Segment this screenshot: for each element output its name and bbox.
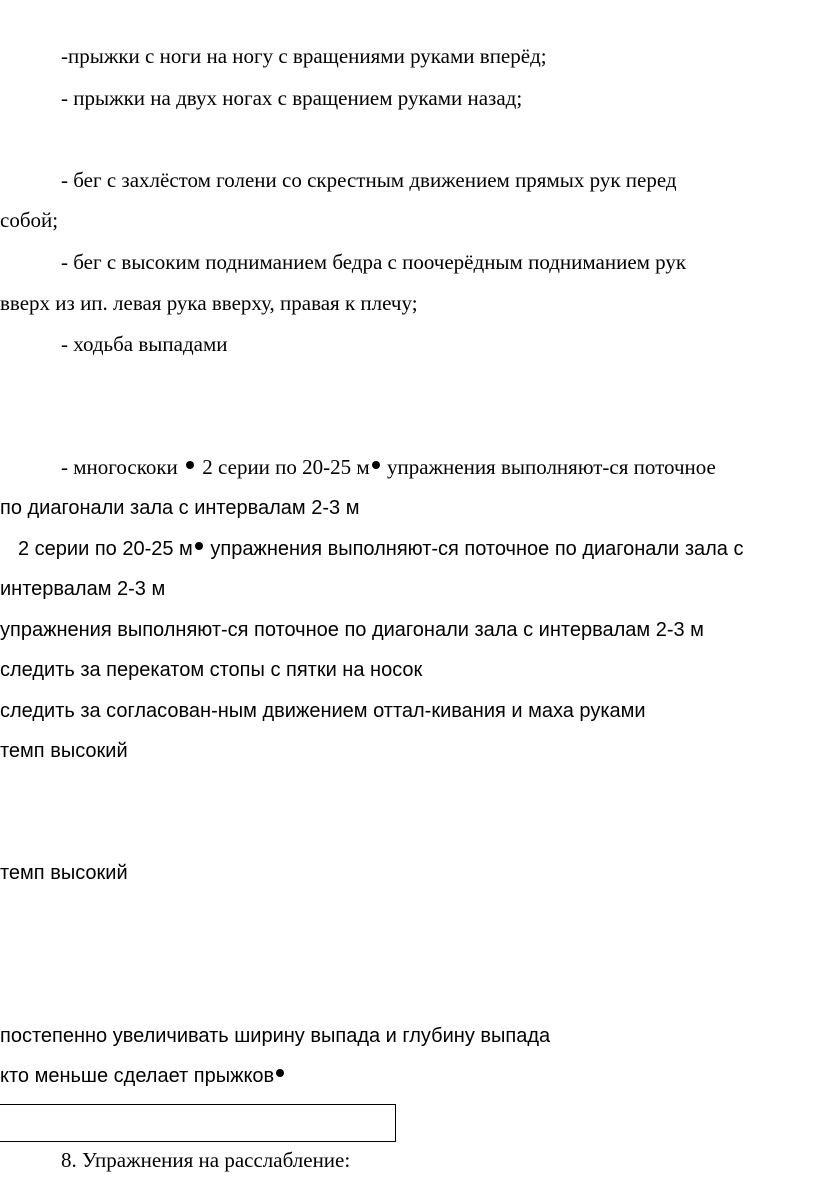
text-line: следить за перекатом стопы с пятки на носок: [0, 659, 423, 681]
text-line: вверх из ип. левая рука вверху, правая к плечу;: [0, 291, 418, 315]
text-line: - ходьба выпадами: [61, 332, 228, 356]
text-line: - бег с высоким подниманием бедра с поочерёдным подниманием рук: [61, 250, 687, 274]
text-line: темп высокий: [0, 740, 128, 762]
text-line: темп высокий: [0, 862, 128, 884]
text-line: собой;: [0, 208, 59, 232]
text-line: [0, 1063, 286, 1089]
text-segment: упражнения выполняют-ся поточное по диагонали зала с: [210, 538, 744, 560]
bullet-dot-icon: [372, 461, 380, 469]
bullet-dot-icon: [186, 461, 194, 469]
text-line: по диагонали зала с интервалам 2-3 м: [0, 497, 360, 519]
bullet-dot-icon: [276, 1069, 284, 1077]
text-line: [18, 536, 743, 562]
text-line: следить за согласован-ным движением оттал-кивания и маха руками: [0, 700, 646, 722]
text-line: упражнения выполняют-ся поточное по диагонали зала с интервалам 2-3 м: [0, 619, 704, 641]
text-line: интервалам 2-3 м: [0, 578, 166, 600]
text-segment: 2 серии по 20-25 м: [18, 538, 193, 560]
text-line: -прыжки с ноги на ногу с вращениями руками вперёд;: [61, 44, 547, 68]
text-segment: кто меньше сделает прыжков: [0, 1065, 275, 1087]
text-segment: 2 серии по 20-25 м: [202, 455, 370, 479]
empty-text-box: [0, 1104, 396, 1142]
text-segment: - многоскоки: [61, 455, 178, 479]
section-heading: 8. Упражнения на расслабление:: [61, 1148, 351, 1172]
text-line: - бег с захлёстом голени со скрестным движением прямых рук перед: [61, 168, 677, 192]
bullet-dot-icon: [195, 542, 203, 550]
text-line: [61, 454, 716, 480]
text-line: - прыжки на двух ногах с вращением руками назад;: [61, 86, 523, 110]
text-segment: упражнения выполняют-ся поточное: [386, 455, 716, 479]
text-line: постепенно увеличивать ширину выпада и глубину выпада: [0, 1025, 551, 1047]
